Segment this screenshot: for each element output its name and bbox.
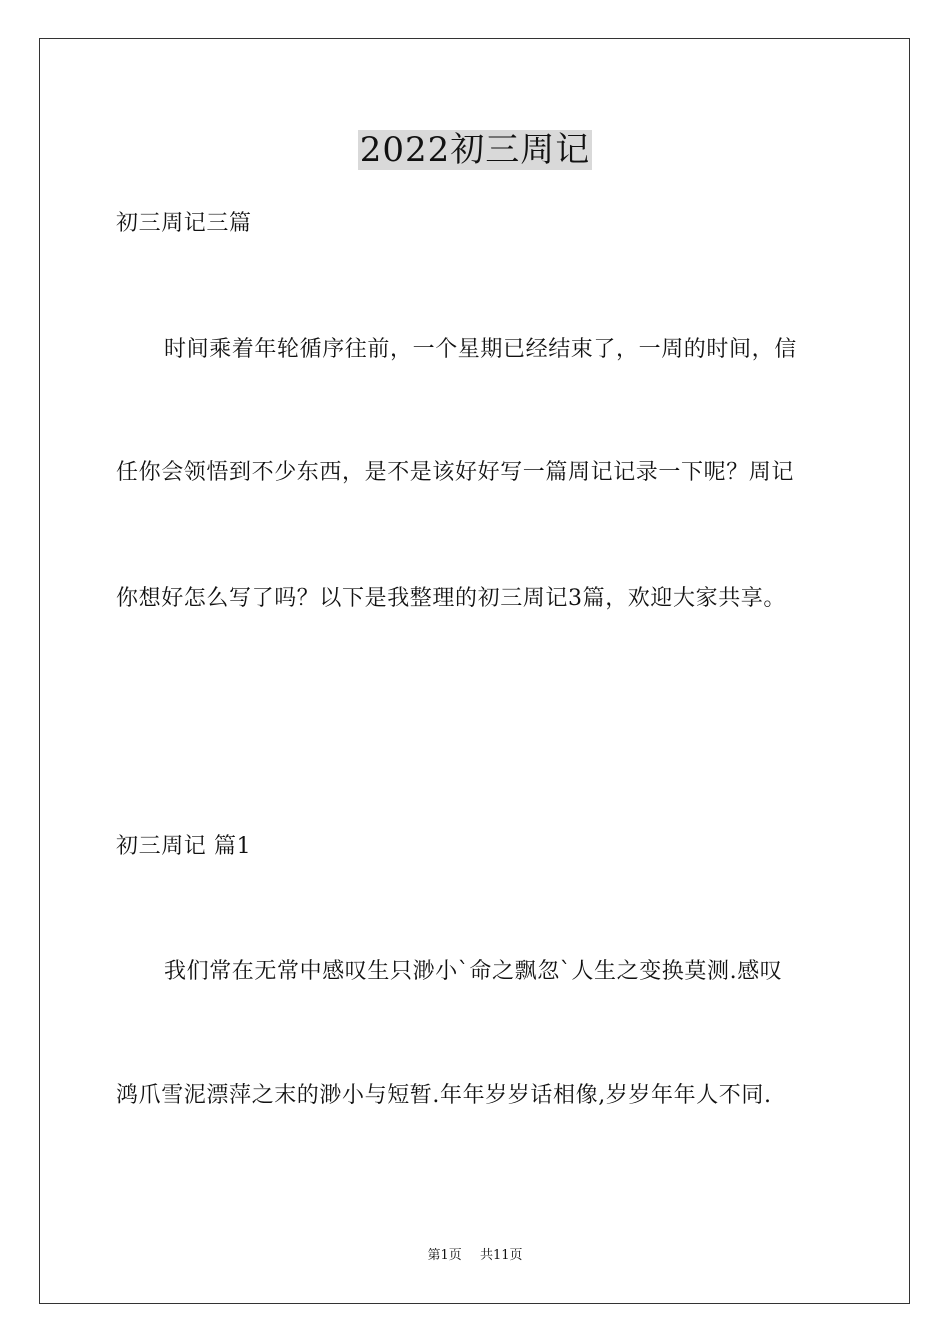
intro-paragraph-line-2: 任你会领悟到不少东西，是不是该好好写一篇周记记录一下呢？周记 <box>116 460 795 485</box>
section-heading: 初三周记三篇 <box>116 211 252 236</box>
intro-paragraph-line-3: 你想好怎么写了吗？以下是我整理的初三周记3篇，欢迎大家共享。 <box>116 586 786 611</box>
page-footer <box>0 1247 950 1265</box>
document-title-container <box>0 125 950 175</box>
footer-page-current: 第1页 <box>427 1248 462 1263</box>
intro-paragraph-line-1: 时间乘着年轮循序往前，一个星期已经结束了，一周的时间，信 <box>164 337 797 362</box>
document-title: 2022初三周记 <box>359 130 591 170</box>
footer-page-total: 共11页 <box>479 1248 523 1263</box>
article-heading: 初三周记 篇1 <box>116 834 252 859</box>
article-paragraph-line-1: 我们常在无常中感叹生只渺小`命之飘忽`人生之变换莫测.感叹 <box>164 959 783 984</box>
article-paragraph-line-2: 鸿爪雪泥漂萍之末的渺小与短暂.年年岁岁话相像,岁岁年年人不同. <box>116 1083 772 1108</box>
